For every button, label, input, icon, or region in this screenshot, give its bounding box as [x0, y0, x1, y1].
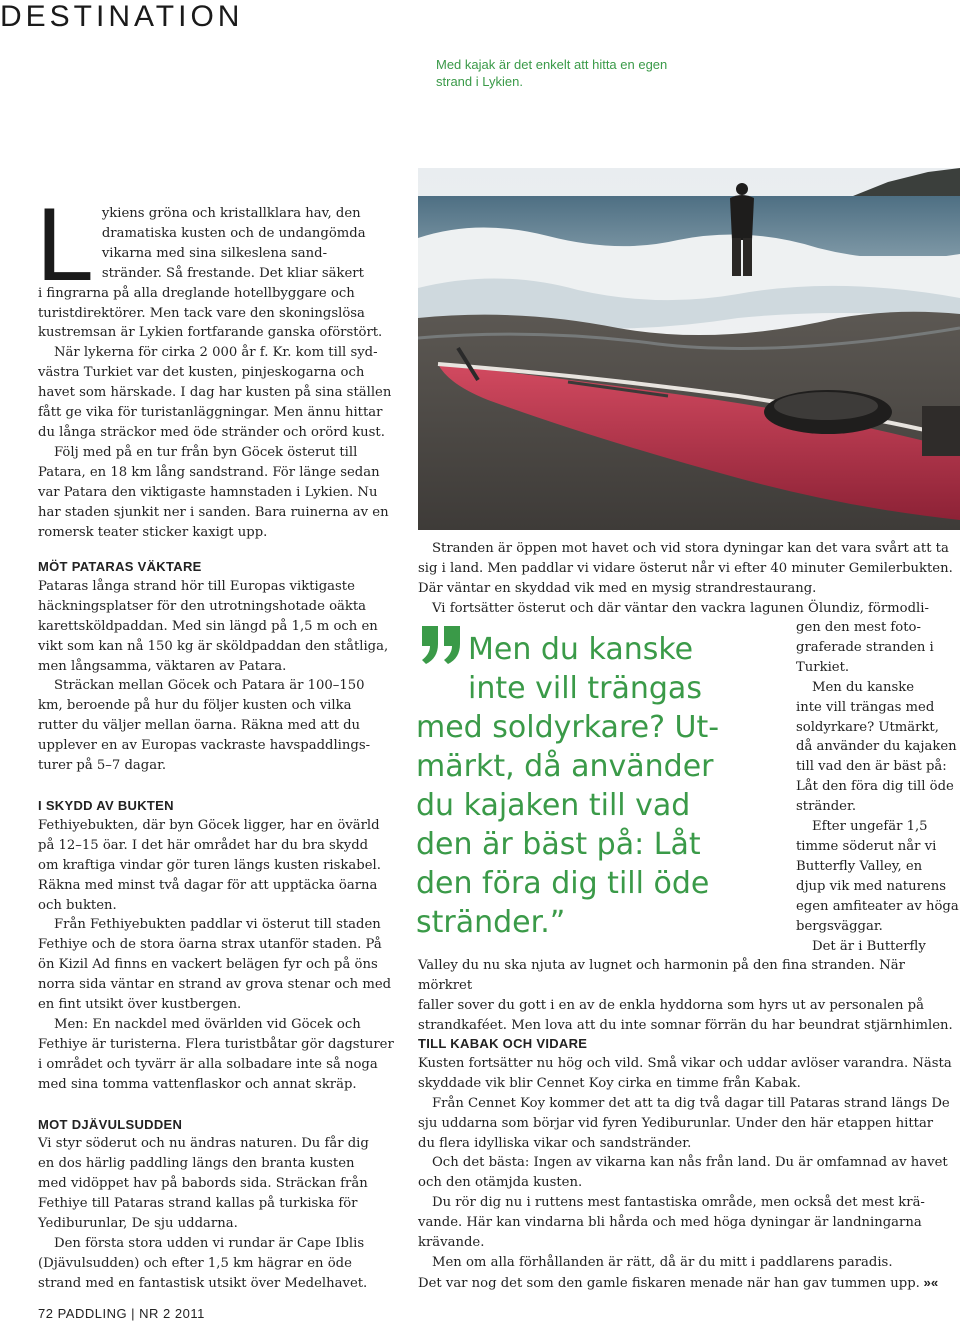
- paragraph-line: turer på 5–7 dagar.: [38, 758, 167, 774]
- paragraph-line: då använder du kajaken: [796, 739, 957, 755]
- section-heading: MOT DJÄVULSUDDEN: [38, 1116, 183, 1132]
- paragraph-line: Stranden är öppen mot havet och vid stora dyningar kan det vara svårt att ta: [432, 541, 949, 556]
- paragraph-line: om kraftiga vindar gör turen längs kusten riskabel.: [38, 857, 381, 873]
- paragraph-line: Pataras långa strand hör till Europas viktigaste: [38, 578, 355, 594]
- paragraph-line: men långsamma, väktaren av Patara.: [38, 658, 287, 674]
- paragraph-line: Sträckan mellan Göcek och Patara är 100–150: [54, 678, 365, 694]
- intro-line: havet som härskade. I dag har kusten på sina ställen: [38, 385, 392, 401]
- intro-line: ykiens gröna och kristallklara hav, den: [101, 206, 361, 221]
- paragraph-line: Det var nog det som den gamle fiskaren menade när han gav tummen upp. »«: [418, 1274, 939, 1291]
- paragraph-line: Den första stora udden vi rundar är Cape Iblis: [54, 1236, 365, 1251]
- paragraph-line: Där väntar en skyddad vik med en mysig strandrestaurang.: [418, 580, 817, 596]
- intro-line: fått ge vika för turistanläggningar. Men ännu hittar: [38, 405, 383, 421]
- paragraph-line: soldyrkare? Utmärkt,: [796, 719, 939, 735]
- paragraph-line: Låt den föra dig till öde: [796, 779, 954, 795]
- pull-quote: [416, 630, 766, 942]
- paragraph-line: Kusten fortsätter nu hög och vild. Små vikar och uddar avlöser varandra. Nästa: [418, 1055, 952, 1071]
- intro-line: västra Turkiet var det kusten, pinjeskogarna och: [38, 365, 365, 381]
- paragraph-line: Fethiyebukten, där byn Göcek ligger, har en övärld: [38, 817, 380, 833]
- paragraph-line: Och det bästa: Ingen av vikarna kan nås från land. Du är omfamnad av havet: [432, 1155, 948, 1171]
- paragraph-line: km, beroende på hur du följer kusten och vilka: [38, 698, 352, 714]
- paragraph-line: Butterfly Valley, en: [796, 858, 923, 874]
- intro-line: du långa sträckor med öde stränder och orörd kust.: [38, 424, 385, 440]
- paragraph-line: Det är i Butterfly: [812, 938, 926, 954]
- pull-quote-line: du kajaken till vad: [416, 788, 691, 823]
- side-column-text: [796, 618, 960, 956]
- paragraph-line: norra sida väntar en strand av grova stenar och med: [38, 977, 392, 993]
- pull-quote-line: den föra dig till öde: [416, 866, 710, 901]
- paragraph-line: Fethiye till Pataras strand kallas på turkiska för: [38, 1196, 358, 1212]
- page-footer: 72 PADDLING | NR 2 2011: [38, 1306, 205, 1321]
- paragraph-line: en dos härlig paddling längs den branta kusten: [38, 1156, 355, 1172]
- paragraph-line: timme söderut når vi: [796, 838, 937, 854]
- left-sections: [38, 557, 400, 1294]
- paragraph-line: Du rör dig nu i ruttens mest fantastiska område, men också det mest krä-: [432, 1195, 925, 1211]
- paragraph-line: Yediburunlar, De sju uddarna.: [38, 1216, 238, 1232]
- paragraph-line: stränder.: [796, 799, 857, 815]
- pull-quote-line: Men du kanske: [468, 632, 694, 667]
- pull-quote-line: inte vill trängas: [468, 671, 702, 706]
- intro-line: var Patara den viktigaste hamnstaden i Lykien. Nu: [38, 484, 378, 500]
- paragraph-line: strandkaféet. Men lova att du inte somnar förrän du har beundrat stjärnhimlen.: [418, 1017, 953, 1033]
- paragraph-line: djup vik med naturens: [796, 878, 946, 894]
- paragraph-line: på 12–15 öar. I det här området har du bra skydd: [38, 837, 369, 853]
- intro-line: vikarna med sina silkeslena sand-: [101, 245, 328, 261]
- article-section: [38, 1115, 400, 1294]
- pull-quote-line: märkt, då använder: [416, 749, 714, 784]
- paragraph-line: Turkiet.: [796, 659, 850, 675]
- paragraph-line: gen den mest foto-: [796, 620, 921, 635]
- intro-line: Patara, en 18 km lång sandstrand. För länge sedan: [38, 464, 380, 480]
- paragraph-line: Men: En nackdel med övärlden vid Göcek och: [54, 1016, 361, 1032]
- right-bottom-text: [418, 956, 960, 1036]
- paragraph-line: Men du kanske: [812, 679, 915, 695]
- paragraph-line: med vidöppet hav på babords sida. Sträckan från: [38, 1176, 368, 1192]
- paragraph-line: krävande.: [418, 1235, 485, 1251]
- paragraph-line: Från Fethiyebukten paddlar vi österut till staden: [54, 917, 381, 933]
- intro-line: har staden sjunkit ner i sanden. Bara ruinerna av en: [38, 504, 389, 520]
- paragraph-line: upplever en av Europas vackraste havspaddlings-: [38, 738, 371, 754]
- section-heading: MÖT PATARAS VÄKTARE: [38, 559, 202, 574]
- paragraph-line: i området och tyvärr är alla solbadare inte så noga: [38, 1056, 378, 1072]
- photo-caption: Med kajak är det enkelt att hitta en egen strand i Lykien.: [436, 57, 668, 89]
- paragraph-line: (Djävulsudden) och efter 1,5 km hägrar en öde: [38, 1255, 352, 1271]
- paragraph-line: skyddade vik blir Cennet Koy cirka en timme från Kabak.: [418, 1075, 801, 1091]
- paragraph-line: karettsköldpaddan. Med sin längd på 1,5 m och en: [38, 618, 378, 634]
- paragraph-line: till vad den är bäst på:: [796, 759, 947, 775]
- paragraph-line: Efter ungefär 1,5: [812, 819, 928, 835]
- paragraph-line: bergsväggar.: [796, 918, 883, 934]
- paragraph-line: inte vill trängas med: [796, 699, 935, 715]
- intro-line: stränder. Så frestande. Det kliar säkert: [101, 265, 364, 281]
- right-top-text: [418, 539, 960, 619]
- paragraph-line: vikt som kan nå 150 kg är sköldpaddan den ståtliga,: [38, 638, 389, 654]
- intro-line: dramatiska kusten och de undangömda: [101, 225, 366, 241]
- paragraph-line: en fint utsikt över kustbergen.: [38, 997, 242, 1013]
- article-section: [38, 796, 400, 1095]
- paragraph-line: rutter du väljer mellan öarna. Räkna med att du: [38, 718, 361, 734]
- intro-line: i fingrarna på alla dreglande hotellbyggare och: [38, 285, 355, 301]
- paragraph-line: Valley du nu ska njuta av lugnet och harmonin på den fina stranden. När mörkret: [418, 958, 905, 993]
- drop-cap: L: [36, 187, 94, 303]
- paragraph-line: ön Kizil Ad finns en vackert belägen fyr och på öns: [38, 957, 378, 973]
- section-title: DESTINATION: [0, 0, 244, 33]
- pull-quote-line: med soldyrkare? Ut-: [416, 710, 720, 745]
- article-section: [38, 557, 400, 776]
- paragraph-line: vande. Här kan vindarna bli hårda och med höga dyningar är landningarna: [418, 1215, 922, 1231]
- paragraph-line: med sina tomma vattenflaskor och annat skräp.: [38, 1076, 357, 1092]
- paragraph-line: Räkna med minst två dagar för att upptäcka öarna: [38, 877, 378, 893]
- paragraph-line: Fethiye är turisterna. Flera turistbåtar gör dagsturer: [38, 1036, 394, 1052]
- right-section: [418, 1034, 960, 1294]
- intro-line: romersk teater sticker kaxigt upp.: [38, 524, 268, 540]
- photo-illustration: [418, 168, 960, 530]
- intro-text: [36, 187, 396, 542]
- paragraph-line: och den otämjda kusten.: [418, 1175, 583, 1191]
- paragraph-line: sig i land. Men paddlar vi vidare österut når vi efter 40 minuter Gemilerbukten.: [418, 560, 953, 576]
- paragraph-line: Vi styr söderut och nu ändras naturen. Du får dig: [38, 1136, 369, 1152]
- intro-line: Följ med på en tur från byn Göcek österut till: [54, 444, 358, 460]
- paragraph-line: Men om alla förhållanden är rätt, då är du mitt i paddlarens paradis.: [432, 1254, 893, 1270]
- paragraph-line: egen amfiteater av höga: [796, 898, 959, 914]
- paragraph-line: Fethiye och de stora öarna strax utanför staden. På: [38, 937, 382, 953]
- paragraph-line: faller sover du gott i en av de enkla hyddorna som hyrs ut av personalen på: [418, 997, 924, 1013]
- kayak-beach-photo: [418, 168, 960, 530]
- end-mark: »«: [919, 1274, 939, 1290]
- paragraph-line: graferade stranden i: [796, 639, 934, 655]
- paragraph-line: och bukten.: [38, 897, 117, 913]
- paragraph-line: sju uddarna som börjar vid fyren Yediburunlar. Under den här etappen hittar: [418, 1115, 934, 1131]
- section-heading: TILL KABAK OCH VIDARE: [418, 1036, 588, 1051]
- pull-quote-line: stränder.”: [416, 905, 566, 940]
- paragraph-line: Vi fortsätter österut och där väntar den vackra lagunen Ölundiz, förmodli-: [432, 600, 929, 616]
- section-heading: I SKYDD AV BUKTEN: [38, 797, 174, 813]
- paragraph-line: häckningsplatser för den utrotningshotade oäkta: [38, 598, 367, 614]
- intro-line: När lykerna för cirka 2 000 år f. Kr. kom till syd-: [54, 345, 378, 361]
- paragraph-line: Från Cennet Koy kommer det att ta dig två dagar till Pataras strand längs De: [432, 1095, 950, 1111]
- intro-line: turistdirektörer. Men tack vare den skoningslösa: [38, 305, 365, 321]
- pull-quote-line: den är bäst på: Låt: [416, 827, 701, 862]
- paragraph-line: strand med en fantastisk utsikt över Medelhavet.: [38, 1275, 368, 1291]
- intro-line: kustremsan är Lykien fortfarande ganska oförstört.: [38, 325, 383, 341]
- paragraph-line: du flera idylliska vikar och sandstränder.: [418, 1135, 692, 1151]
